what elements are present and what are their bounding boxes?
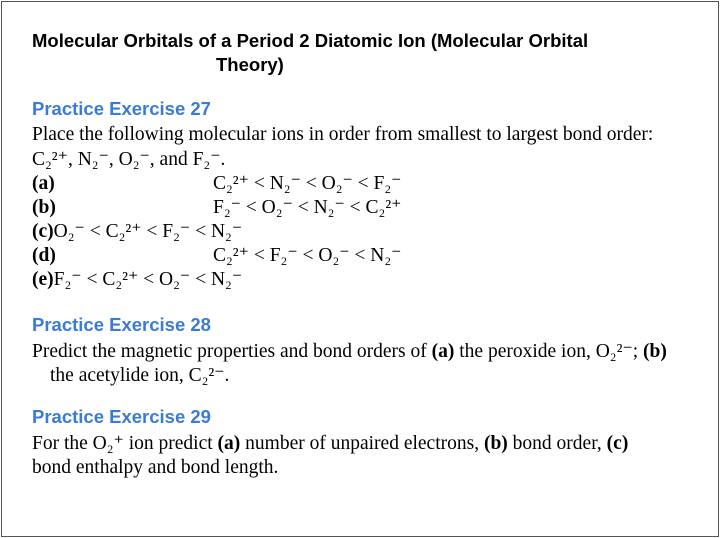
exercise-27-question: Place the following molecular ions in order from smallest to largest bond order:	[32, 124, 654, 145]
title-line-1: Molecular Orbitals of a Period 2 Diatomic Ion (Molecular Orbital	[32, 30, 589, 51]
exercise-29-heading: Practice Exercise 29	[32, 406, 211, 427]
option-c	[32, 220, 242, 243]
exercise-29-b-label: (b)	[483, 433, 508, 454]
option-e-order: F₂⁻ < C₂²⁺ < O₂⁻ < N₂⁻	[53, 269, 243, 290]
exercise-29-text-2: number of unpaired electrons,	[240, 433, 484, 454]
exercise-28-b-label: (b)	[643, 341, 667, 362]
option-a-label: (a)	[32, 173, 55, 194]
option-c-order: O₂⁻ < C₂²⁺ < F₂⁻ < N₂⁻	[53, 221, 243, 242]
exercise-28-text-2: the peroxide ion, O₂²⁻;	[454, 341, 644, 362]
option-d-order: C₂²⁺ < F₂⁻ < O₂⁻ < N₂⁻	[213, 245, 402, 266]
exercise-29-a-label: (a)	[217, 433, 241, 454]
option-e-label: (e)	[32, 269, 54, 290]
option-a-order: C₂²⁺ < N₂⁻ < O₂⁻ < F₂⁻	[213, 173, 402, 194]
exercise-29-line-1	[32, 432, 628, 455]
page-title	[32, 29, 672, 77]
exercise-28-a-label: (a)	[431, 341, 455, 362]
exercise-27-ions: C₂²⁺, N₂⁻, O₂⁻, and F₂⁻.	[32, 149, 226, 170]
option-c-label: (c)	[32, 221, 54, 242]
exercise-29-c-label: (c)	[606, 433, 629, 454]
option-e	[32, 268, 242, 291]
exercise-28-line-2: the acetylide ion, C₂²⁻.	[50, 365, 230, 386]
exercise-28-text-1: Predict the magnetic properties and bond orders of	[32, 341, 432, 362]
option-b-label: (b)	[32, 197, 56, 218]
option-d-label: (d)	[32, 245, 56, 266]
exercise-29-text-3: bond order,	[507, 433, 607, 454]
option-b-order: F₂⁻ < O₂⁻ < N₂⁻ < C₂²⁺	[213, 197, 402, 218]
exercise-28-line-1	[32, 340, 667, 363]
exercise-28-heading: Practice Exercise 28	[32, 314, 211, 335]
exercise-29-text-1: For the O₂⁺ ion predict	[32, 433, 218, 454]
exercise-29-line-2: bond enthalpy and bond length.	[32, 457, 279, 478]
title-line-2: Theory)	[216, 54, 284, 75]
exercise-27-heading: Practice Exercise 27	[32, 98, 211, 119]
